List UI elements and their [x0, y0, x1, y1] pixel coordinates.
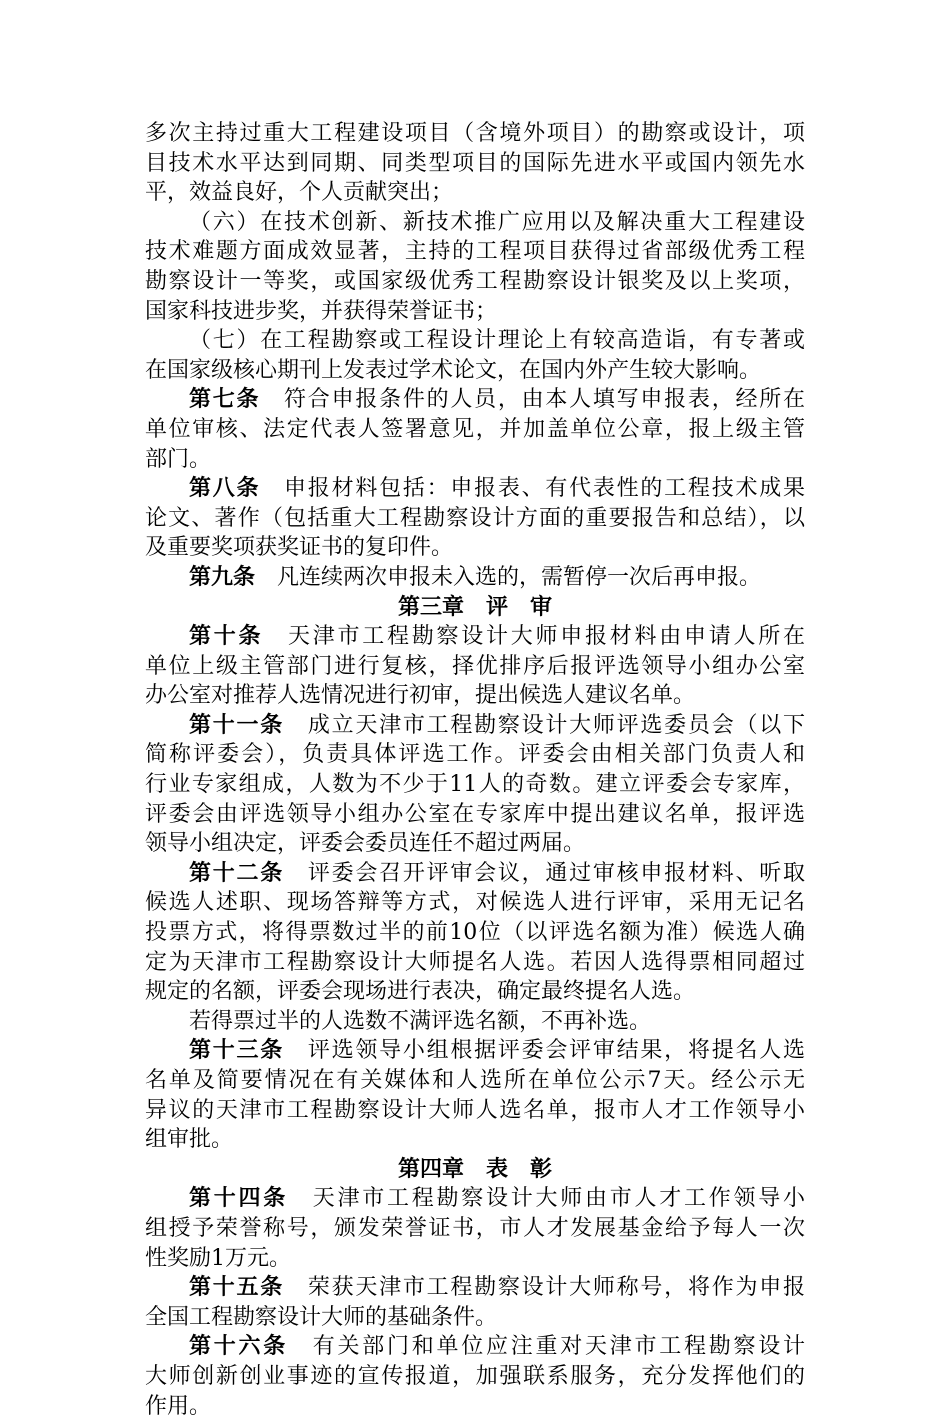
line-text: 评选领导小组根据评委会评审结果，将提名人选: [307, 1038, 805, 1064]
paragraph: [145, 711, 805, 859]
paragraph: [145, 1273, 805, 1332]
text-line: [145, 356, 805, 386]
line-text: 天津市工程勘察设计大师申报材料由申请人所在: [288, 624, 805, 650]
text-line: [145, 948, 805, 978]
text-line: [145, 415, 805, 445]
line-text: 投票方式，将得票数过半的前10位（以评选名额为准）候选人确: [145, 920, 805, 946]
article-number: 第十四条: [189, 1185, 288, 1212]
text-line: [145, 1096, 805, 1126]
article-number: 第十三条: [189, 1037, 285, 1064]
article-number: 第十六条: [189, 1333, 288, 1360]
line-text: 成立天津市工程勘察设计大师评选委员会（以下: [307, 712, 805, 738]
paragraph: [145, 208, 805, 326]
line-text: 多次主持过重大工程建设项目（含境外项目）的勘察或设计，项: [145, 121, 805, 146]
article-number: 第九条: [189, 563, 256, 590]
text-line: [145, 208, 805, 238]
article-number: 第七条: [189, 386, 261, 413]
text-line: [145, 1066, 805, 1096]
paragraph: [145, 385, 805, 474]
paragraph: [145, 1036, 805, 1154]
line-text: 有关部门和单位应注重对天津市工程勘察设计: [312, 1334, 805, 1360]
line-text: 技术难题方面成效显著，主持的工程项目获得过省部级优秀工程: [145, 239, 805, 265]
line-text: 异议的天津市工程勘察设计大师人选名单，报市人才工作领导小: [145, 1097, 805, 1123]
chapter-heading: 第三章 评 审: [397, 593, 552, 620]
text-line: [145, 1125, 805, 1155]
text-line: [145, 829, 805, 859]
text-line: [145, 1273, 805, 1303]
line-text: 单位上级主管部门进行复核，择优排序后报评选领导小组办公室: [145, 653, 805, 679]
text-line: [145, 711, 805, 741]
paragraph: [145, 563, 805, 593]
line-text: 全国工程勘察设计大师的基础条件。: [145, 1304, 498, 1330]
line-text: 凡连续两次申报未入选的，需暂停一次后再申报。: [277, 564, 762, 590]
text-line: [145, 563, 805, 593]
text-line: [145, 149, 805, 179]
text-line: [145, 1303, 805, 1333]
line-text: 规定的名额，评委会现场进行表决，确定最终提名人选。: [145, 979, 696, 1005]
text-line: [145, 681, 805, 711]
text-line: [145, 918, 805, 948]
line-text: 国家科技进步奖，并获得荣誉证书；: [145, 298, 498, 324]
paragraph: [145, 859, 805, 1007]
text-line: [145, 740, 805, 770]
text-line: [145, 800, 805, 830]
line-text: 天津市工程勘察设计大师由市人才工作领导小: [312, 1186, 805, 1212]
line-text: 办公室对推荐人选情况进行初审，提出候选人建议名单。: [145, 683, 696, 709]
text-line: [145, 1214, 805, 1244]
line-text: 名单及简要情况在有关媒体和人选所在单位公示7天。经公示无: [145, 1068, 805, 1093]
text-line: [145, 533, 805, 563]
text-line: [145, 297, 805, 327]
line-text: 性奖励1万元。: [145, 1245, 291, 1271]
line-text: 平，效益良好，个人贡献突出；: [145, 180, 454, 206]
text-line: [145, 1332, 805, 1362]
line-text: （六）在技术创新、新技术推广应用以及解决重大工程建设: [189, 209, 805, 235]
line-text: 领导小组决定，评委会委员连任不超过两届。: [145, 831, 586, 857]
text-line: [145, 119, 805, 149]
text-line: [145, 237, 805, 267]
line-text: 荣获天津市工程勘察设计大师称号，将作为申报: [307, 1275, 805, 1301]
article-number: 第十一条: [189, 711, 285, 738]
line-text: 部门。: [145, 446, 212, 472]
text-line: [145, 1244, 805, 1274]
line-text: 在国家级核心期刊上发表过学术论文，在国内外产生较大影响。: [145, 357, 762, 383]
text-line: [145, 652, 805, 682]
article-number: 第十条: [189, 623, 264, 650]
line-text: 大师创新创业事迹的宣传报道，加强联系服务，充分发挥他们的: [145, 1363, 805, 1389]
line-text: 组审批。: [145, 1127, 234, 1153]
line-text: 定为天津市工程勘察设计大师提名人选。若因人选得票相同超过: [145, 949, 805, 975]
text-line: [145, 977, 805, 1007]
text-line: [145, 267, 805, 297]
line-text: 行业专家组成，人数为不少于11人的奇数。建立评委会专家库，: [145, 772, 805, 798]
text-line: [145, 888, 805, 918]
text-line: [145, 504, 805, 534]
paragraph: [145, 622, 805, 711]
line-text: 若得票过半的人选数不满评选名额，不再补选。: [189, 1008, 652, 1034]
line-text: 单位审核、法定代表人签署意见，并加盖单位公章，报上级主管: [145, 416, 805, 442]
paragraph: [145, 119, 805, 208]
text-line: [145, 1036, 805, 1066]
line-text: 申报材料包括：申报表、有代表性的工程技术成果: [284, 476, 805, 502]
text-line: [145, 178, 805, 208]
line-text: （七）在工程勘察或工程设计理论上有较高造诣，有专著或: [189, 328, 805, 354]
line-text: 作用。: [145, 1393, 212, 1419]
text-line: [145, 1362, 805, 1392]
text-line: [145, 445, 805, 475]
line-text: 简称评委会），负责具体评选工作。评委会由相关部门负责人和: [145, 742, 805, 768]
paragraph: [145, 1332, 805, 1421]
text-line: [145, 1184, 805, 1214]
text-line: [145, 385, 805, 415]
paragraph: [145, 474, 805, 563]
text-line: [145, 474, 805, 504]
text-line: [145, 622, 805, 652]
article-number: 第十二条: [189, 859, 285, 886]
line-text: 及重要奖项获奖证书的复印件。: [145, 535, 454, 561]
paragraph: [145, 1007, 805, 1037]
chapter-heading: 第四章 表 彰: [397, 1155, 552, 1182]
line-text: 符合申报条件的人员，由本人填写申报表，经所在: [284, 387, 805, 413]
document-page: [145, 119, 805, 1421]
text-line: [145, 1392, 805, 1421]
line-text: 评委会召开评审会议，通过审核申报材料、听取: [307, 860, 805, 886]
line-text: 候选人述职、现场答辩等方式，对候选人进行评审，采用无记名: [145, 890, 805, 916]
line-text: 论文、著作（包括重大工程勘察设计方面的重要报告和总结），以: [145, 505, 805, 531]
article-number: 第八条: [189, 475, 261, 502]
text-line: [145, 1007, 805, 1037]
paragraph: [145, 1184, 805, 1273]
text-line: [145, 770, 805, 800]
line-text: 目技术水平达到同期、同类型项目的国际先进水平或国内领先水: [145, 150, 805, 176]
line-text: 评委会由评选领导小组办公室在专家库中提出建议名单，报评选: [145, 801, 805, 827]
article-number: 第十五条: [189, 1274, 285, 1301]
text-line: [145, 326, 805, 356]
paragraph: [145, 326, 805, 385]
line-text: 组授予荣誉称号，颁发荣誉证书，市人才发展基金给予每人一次: [145, 1215, 805, 1241]
text-line: [145, 859, 805, 889]
line-text: 勘察设计一等奖，或国家级优秀工程勘察设计银奖及以上奖项，: [145, 268, 805, 294]
